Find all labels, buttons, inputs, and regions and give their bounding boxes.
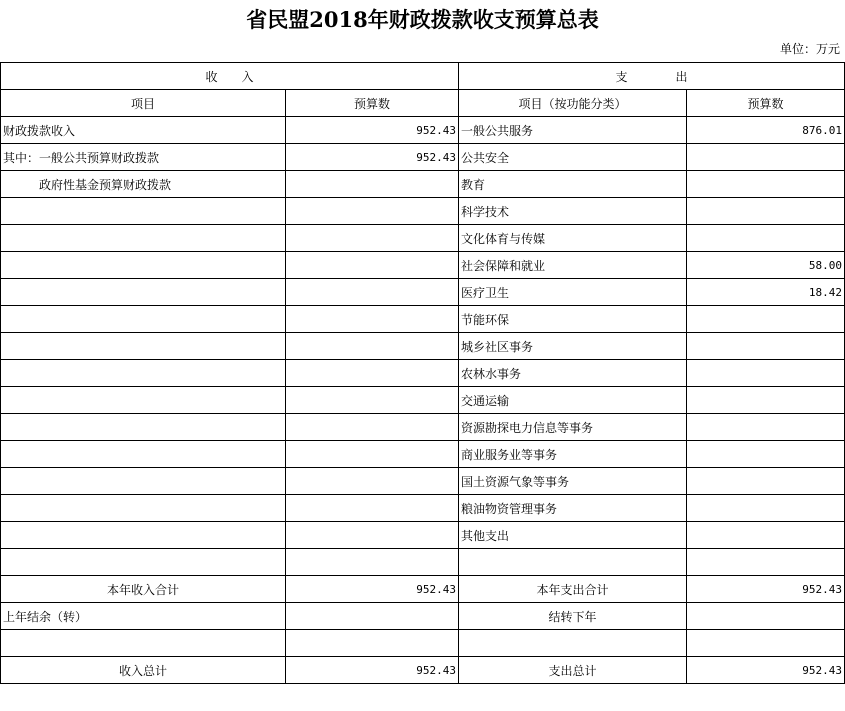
table-row <box>1 306 845 333</box>
expense-value-cell <box>687 441 845 468</box>
carryover-label: 上年结余（转） <box>1 603 286 630</box>
expense-value-cell <box>687 306 845 333</box>
income-value-cell <box>286 549 459 576</box>
expense-value-cell <box>687 468 845 495</box>
expense-item-cell: 国土资源气象等事务 <box>459 468 687 495</box>
expense-value-cell <box>687 360 845 387</box>
expense-section-header: 支 出 <box>459 63 845 90</box>
income-item-cell <box>1 333 286 360</box>
income-item-cell <box>1 468 286 495</box>
income-value-cell <box>286 333 459 360</box>
table-row <box>1 252 845 279</box>
column-header-row <box>1 90 845 117</box>
totals-row <box>1 630 845 657</box>
income-item-cell <box>1 306 286 333</box>
income-item-cell <box>1 441 286 468</box>
year-expense-label: 本年支出合计 <box>459 576 687 603</box>
income-value-cell <box>286 468 459 495</box>
income-value-cell <box>286 279 459 306</box>
expense-item-cell: 节能环保 <box>459 306 687 333</box>
expense-item-cell: 教育 <box>459 171 687 198</box>
income-value-cell <box>286 252 459 279</box>
carry-forward-label: 结转下年 <box>459 603 687 630</box>
blank-cell <box>1 630 286 657</box>
table-row <box>1 333 845 360</box>
income-item-cell <box>1 387 286 414</box>
table-row <box>1 225 845 252</box>
carry-forward-value <box>687 603 845 630</box>
income-value-cell <box>286 171 459 198</box>
expense-item-cell: 公共安全 <box>459 144 687 171</box>
expense-value-cell <box>687 198 845 225</box>
income-item-cell <box>1 225 286 252</box>
expense-value-cell <box>687 225 845 252</box>
income-item-cell <box>1 549 286 576</box>
totals-row <box>1 576 845 603</box>
expense-item-cell: 其他支出 <box>459 522 687 549</box>
income-item-cell <box>1 360 286 387</box>
expense-value-cell <box>687 549 845 576</box>
expense-item-cell: 城乡社区事务 <box>459 333 687 360</box>
blank-cell <box>687 630 845 657</box>
income-value-cell <box>286 414 459 441</box>
income-item-cell <box>1 198 286 225</box>
expense-item-cell: 社会保障和就业 <box>459 252 687 279</box>
expense-value-cell: 18.42 <box>687 279 845 306</box>
expense-value-cell <box>687 387 845 414</box>
income-value-cell: 952.43 <box>286 144 459 171</box>
income-value-cell <box>286 198 459 225</box>
income-item-cell: 财政拨款收入 <box>1 117 286 144</box>
expense-item-cell: 医疗卫生 <box>459 279 687 306</box>
expense-item-cell: 粮油物资管理事务 <box>459 495 687 522</box>
expense-item-cell <box>459 549 687 576</box>
table-row <box>1 279 845 306</box>
income-value-cell <box>286 306 459 333</box>
expense-value-cell <box>687 495 845 522</box>
expense-item-cell: 文化体育与传媒 <box>459 225 687 252</box>
income-section-header: 收 入 <box>1 63 459 90</box>
expense-value-cell: 876.01 <box>687 117 845 144</box>
income-item-cell <box>1 252 286 279</box>
income-value-cell: 952.43 <box>286 117 459 144</box>
income-item-cell: 政府性基金预算财政拨款 <box>1 171 286 198</box>
income-item-cell <box>1 279 286 306</box>
expense-budget-header: 预算数 <box>687 90 845 117</box>
income-item-cell: 其中：一般公共预算财政拨款 <box>1 144 286 171</box>
income-item-cell <box>1 522 286 549</box>
blank-cell <box>459 630 687 657</box>
section-header-row <box>1 63 845 90</box>
table-row <box>1 441 845 468</box>
total-income-label: 收入总计 <box>1 657 286 684</box>
expense-item-cell: 商业服务业等事务 <box>459 441 687 468</box>
totals-row <box>1 657 845 684</box>
table-row <box>1 522 845 549</box>
income-item-header: 项目 <box>1 90 286 117</box>
income-value-cell <box>286 495 459 522</box>
budget-table <box>0 62 845 684</box>
expense-value-cell <box>687 414 845 441</box>
table-row <box>1 387 845 414</box>
unit-label: 单位：万元 <box>779 42 840 56</box>
total-expense-value: 952.43 <box>687 657 845 684</box>
year-income-value: 952.43 <box>286 576 459 603</box>
expense-item-header: 项目（按功能分类） <box>459 90 687 117</box>
table-row <box>1 468 845 495</box>
table-row <box>1 117 845 144</box>
table-row <box>1 171 845 198</box>
totals-row <box>1 603 845 630</box>
blank-cell <box>286 630 459 657</box>
total-expense-label: 支出总计 <box>459 657 687 684</box>
page-title: 省民盟2018年财政拨款收支预算总表 <box>246 7 599 32</box>
income-item-cell <box>1 414 286 441</box>
income-value-cell <box>286 387 459 414</box>
income-value-cell <box>286 522 459 549</box>
income-value-cell <box>286 360 459 387</box>
carryover-value <box>286 603 459 630</box>
income-value-cell <box>286 225 459 252</box>
expense-value-cell: 58.00 <box>687 252 845 279</box>
expense-item-cell: 资源勘探电力信息等事务 <box>459 414 687 441</box>
table-row <box>1 144 845 171</box>
expense-value-cell <box>687 333 845 360</box>
expense-item-cell: 一般公共服务 <box>459 117 687 144</box>
table-row <box>1 549 845 576</box>
table-row <box>1 495 845 522</box>
year-expense-value: 952.43 <box>687 576 845 603</box>
expense-item-cell: 农林水事务 <box>459 360 687 387</box>
expense-value-cell <box>687 522 845 549</box>
year-income-label: 本年收入合计 <box>1 576 286 603</box>
table-row <box>1 198 845 225</box>
expense-value-cell <box>687 171 845 198</box>
income-budget-header: 预算数 <box>286 90 459 117</box>
expense-value-cell <box>687 144 845 171</box>
table-row <box>1 360 845 387</box>
table-row <box>1 414 845 441</box>
total-income-value: 952.43 <box>286 657 459 684</box>
income-item-cell <box>1 495 286 522</box>
income-value-cell <box>286 441 459 468</box>
expense-item-cell: 交通运输 <box>459 387 687 414</box>
expense-item-cell: 科学技术 <box>459 198 687 225</box>
